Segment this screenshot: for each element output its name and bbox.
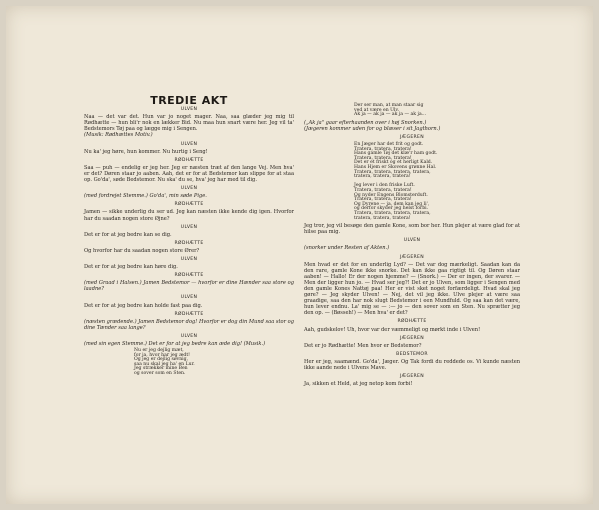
speaker-label: RØDHÆTTE xyxy=(174,240,204,246)
speaker-label: ULVEN xyxy=(180,333,198,339)
verse-line: tratera, tratera, tratera! xyxy=(354,174,411,180)
dialogue-line: Her er jeg, saamænd. Go'da', Jæger. Og Tak fordi du reddede os. Vi kunde næsten ikke aande nede i Ulvens Mave. xyxy=(304,358,520,372)
speaker-label: RØDHÆTTE xyxy=(397,319,427,325)
verse-line: Tratera, tratera, tratera! xyxy=(354,155,412,161)
dialogue-line: Ja, sikken et Held, at jeg netop kom forbi! xyxy=(304,381,413,388)
verse-line: Og Dyrene — ja, dem kan jeg li', xyxy=(354,201,430,207)
speaker-label: RØDHÆTTE xyxy=(174,202,204,208)
dialogue-line: Naa — det var det. Hun var jo noget mager. Naa, saa glæder jeg mig til Rødhætte — hun bli'r nok en lækker Bid. Nu maa hun snart være her. Jeg vil ta' Bedstemors Tøj paa og lægge mig i Sengen. xyxy=(84,114,294,133)
stage-direction: (snorker under Resten af Akten.) xyxy=(304,245,390,252)
dialogue-line: (med Graad i Halsen.) Jamen Bedstemor — hvorfor er dine Hænder saa store og laadne? xyxy=(84,280,294,293)
wolf-song xyxy=(134,349,294,377)
speaker-label: RØDHÆTTE xyxy=(174,311,204,317)
speaker-label: RØDHÆTTE xyxy=(174,157,204,163)
dialogue-line: Det er for at jeg bedre kan høre dig. xyxy=(84,264,178,271)
verse-line: Der ser man, at man staar sig xyxy=(354,103,424,108)
verse-line: Jeg strækker mine Ben xyxy=(134,366,188,372)
book-page xyxy=(6,6,593,504)
dialogue-line: Og hvorfor har du saadan nogen store Ører? xyxy=(84,247,200,254)
verse-line: Tratera, tratera, tratera! xyxy=(354,146,412,152)
verse-line: saa nu skal jeg ha' en Lur. xyxy=(134,361,195,367)
wolf-song-end xyxy=(354,104,520,118)
hunter-song xyxy=(354,143,520,221)
dialogue-line: (med fordrejet Stemme.) Go'da', min søde Pige. xyxy=(84,193,207,200)
speaker-label: ULVEN xyxy=(180,224,198,230)
stage-direction: („Ak ja" gaar efterhaanden over i høj Snorken.) xyxy=(304,119,427,126)
speaker-label: ULVEN xyxy=(180,186,198,192)
verse-line: Tratera, tratera, tratera! xyxy=(354,197,412,203)
verse-line: Jeg lever i den friske Luft. xyxy=(354,183,415,189)
dialogue-line: Jeg tror, jeg vil besøge den gamle Kone, som bor her. Hun plejer at være glad for at hilse paa mig. xyxy=(304,223,520,236)
act-title: TREDIE AKT xyxy=(150,94,228,107)
speaker-label: JÆGEREN xyxy=(400,374,424,380)
speaker-label: BEDSTEMOR xyxy=(396,351,428,357)
verse-line: Tratera, tratera, tratera, tratera, xyxy=(354,169,431,175)
dialogue-line: Det er for at jeg bedre kan se dig. xyxy=(84,231,172,238)
verse-line: Tratera, tratera, tratera, tratera, xyxy=(354,210,431,216)
dialogue-line: Aah, gudskelov! Uh, hvor var der væmmeligt og mørkt inde i Ulven! xyxy=(304,326,481,333)
verse-line: og derfor skyder jeg helst forbi. xyxy=(354,206,429,212)
verse-line: Hans gamle Tøj det klæ'r ham godt. xyxy=(354,151,438,157)
dialogue-line: Saa — puh — endelig er jeg her. Jeg er næsten træt af den lange Vej. Men hva' er det? Døren staar jo aaben. Aah, det er for at Bedstemor kan slippe for at staa op. Go'da', søde Bedstemor. Nu ska' du se, hva' jeg har med til dig. xyxy=(84,164,294,184)
dialogue-line: Men hvad er det for en underlig Lyd? — Det var dog mærkeligt. Saadan kan da den rare, gamle Kone ikke snorke. Det kan ikke gaa rigtigt til. Og Døren staar aaben! — Hallo! Er der nogen hjemme? — (Snork.) — Der er ingen, der svarer. — Men der ligger hun jo. — Hvad ser jeg?! Det er jo Ulven, som ligger i Sengen med den gamle Kones Nattøj paa! Her er vist sket noget forfærdeligt. Hvad skal jeg gøre? — Jeg skyder Ulven! — Nej, det vil jeg ikke. Ulve plejer at være saa graadige, saa den har nok slugt Bedstemor i een Mundfuld. Og saa kan det være, hun lever endnu. La' mig se — :— jo — den sover som en Sten. Nu sprætter jeg den op. — (Bøsseh!) — Men hva' er det? xyxy=(304,261,520,317)
verse-line: og sover som en Sten. xyxy=(134,371,186,377)
right-column xyxy=(304,102,520,387)
verse-line: for ja, hvor har jeg ædt! xyxy=(134,352,191,358)
speaker-label: JÆGEREN xyxy=(400,134,424,140)
verse-line: Tratera, tratera, tratera! xyxy=(354,188,412,193)
verse-line: En Jæger har det frit og godt. xyxy=(354,142,424,148)
left-column xyxy=(84,94,294,379)
speaker-label: ULVEN xyxy=(403,238,421,244)
dialogue-line: (næsten grædende.) Jamen Bedstemor dog! Hvorfor er dog din Mund saa stor og dine Tænder saa lange? xyxy=(84,318,294,331)
speaker-label: ULVEN xyxy=(180,256,198,262)
dialogue-line: Jamen — sikke underlig du ser ud. Jeg kan næsten ikke kende dig igen. Hvorfor har du saadan nogen store Øjne? xyxy=(84,209,294,222)
speaker-label: ULVEN xyxy=(180,295,198,301)
verse-line: Ak ja — ak ja — ak ja — ak ja... xyxy=(354,112,427,118)
speaker-label: JÆGEREN xyxy=(400,335,424,341)
dialogue-line: Det er jo Rødhætte! Men hvor er Bedstemor? xyxy=(304,342,422,349)
verse-line: Nu er jeg dejlig mæt, xyxy=(134,348,184,354)
speaker-label: ULVEN xyxy=(180,107,198,113)
verse-line: Og jeg er dejlig søvnig, xyxy=(134,357,189,363)
speaker-label: RØDHÆTTE xyxy=(174,273,204,279)
speaker-label: ULVEN xyxy=(180,141,198,147)
verse-line: Det er et friskt og et herligt Kald. xyxy=(354,160,433,166)
stage-direction: (Musik: Rødhættes Motiv.) xyxy=(84,132,153,139)
verse-line: tratera, tratera, tratera! xyxy=(354,215,411,221)
verse-line: ved at være en Ulv. xyxy=(354,107,400,113)
dialogue-line: (med sin egen Stemme.) Det er for at jeg bedre kan æde dig! (Musik.) xyxy=(84,341,266,347)
stage-direction: (Jægeren kommer uden for og blæser i sit Jagthorn.) xyxy=(304,125,441,132)
dialogue-line: Nu ka' jeg høre, hun kommer. Nu hurtig i Seng! xyxy=(84,148,208,155)
verse-line: Hans Hjem er Skovens grønne Hal. xyxy=(354,165,437,171)
verse-line: Og nyder Engens Blomsterduft. xyxy=(354,192,428,198)
speaker-label: JÆGEREN xyxy=(400,254,424,260)
dialogue-line: Det er for at jeg bedre kan holde fast paa dig. xyxy=(84,302,203,309)
